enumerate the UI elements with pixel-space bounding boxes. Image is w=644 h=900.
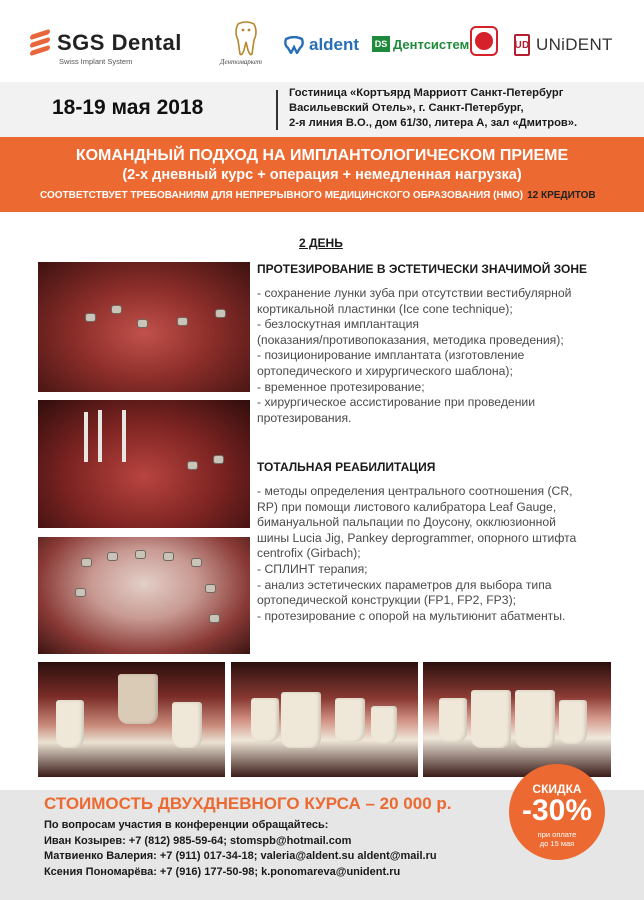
- nmo-text: СООТВЕТСТВУЕТ ТРЕБОВАНИЯМ ДЛЯ НЕПРЕРЫВНОГО МЕДИЦИНСКОГО ОБРАЗОВАНИЯ (НМО): [40, 190, 524, 201]
- credits: 12 КРЕДИТОВ: [527, 190, 596, 201]
- venue-line: Гостиница «Кортъярд Марриотт Санкт-Петербург: [289, 87, 564, 99]
- discount-note: при оплате до 15 мая: [537, 830, 577, 848]
- emblem-icon: [475, 32, 493, 50]
- venue-address: [289, 86, 577, 131]
- sgs-name: SGS Dental: [57, 30, 182, 55]
- contact-line: Матвиенко Валерия: +7 (911) 017-34-18; valeria@aldent.su aldent@mail.ru: [44, 850, 437, 862]
- sgs-mark-icon: [30, 30, 52, 60]
- venue-line: Васильевский Отель», г. Санкт-Петербург,: [289, 102, 524, 114]
- aldent-tooth-icon: [284, 36, 304, 54]
- clinical-photo-healed: [38, 537, 250, 654]
- event-info-band: [0, 82, 644, 137]
- dentsystem-logo: [372, 36, 469, 52]
- course-title: КОМАНДНЫЙ ПОДХОД НА ИМПЛАНТОЛОГИЧЕСКОМ ПРИЕМЕ: [75, 147, 569, 164]
- course-subtitle: (2-х дневный курс + операция + немедленная нагрузка): [122, 167, 522, 183]
- course-price: СТОИМОСТЬ ДВУХДНЕВНОГО КУРСА – 20 000 р.: [44, 794, 452, 813]
- clinical-photo-provisional: [231, 662, 418, 777]
- section-heading: ПРОТЕЗИРОВАНИЕ В ЭСТЕТИЧЕСКИ ЗНАЧИМОЙ ЗОНЕ: [257, 262, 588, 276]
- discount-label: СКИДКА: [532, 782, 582, 796]
- discount-value: -30%: [521, 794, 593, 827]
- sgs-tagline: Swiss Implant System: [59, 57, 133, 66]
- contact-line: Ксения Пономарёва: +7 (916) 177-50-98; k.ponomareva@unident.ru: [44, 865, 401, 878]
- logo-bar: [0, 0, 644, 82]
- day-label: 2 ДЕНЬ: [299, 236, 343, 250]
- ds-mark: DS: [372, 36, 390, 52]
- nmo-note: [40, 190, 596, 201]
- dentsystem-name: Дентсистем: [393, 36, 470, 52]
- venue-line: 2-я линия В.О., дом 61/30, литера А, зал «Дмитров».: [289, 117, 578, 129]
- contact-line: Иван Козырев: +7 (812) 985-59-64; stomspb@hotmail.com: [44, 834, 352, 847]
- divider: [276, 90, 278, 130]
- contacts-intro: По вопросам участия в конференции обращайтесь:: [44, 819, 329, 831]
- program-section-rehabilitation: [257, 460, 617, 624]
- unident-logo: [514, 34, 613, 56]
- program-section-aesthetic: [257, 262, 617, 426]
- red-emblem-logo: [470, 26, 498, 56]
- ud-mark: UD: [514, 34, 530, 56]
- aldent-logo: [284, 35, 359, 55]
- event-date: 18-19 мая 2018: [52, 96, 204, 119]
- unident-name: UNiDENT: [536, 35, 613, 54]
- section-text: - сохранение лунки зуба при отсутствии вестибулярной кортикальной пластинки (Ice cone technique); - безлоскутная имплантация (показания/противопоказания, методика проведения); - позиционирование имплантата (изготовление ортопедического и хирургического шаблона); - временное протезирование; - хирургическое ассистирование при проведении протезирования.: [257, 286, 572, 425]
- clinical-photo-implants: [38, 262, 250, 392]
- section-text: - методы определения центрального соотношения (CR, RP) при помощи листового калибратора Leaf Gauge, бимануальной пальпации по Доусону, окклюзионной шины Lucia Jig, Pankey deprogrammer, опорного штифта centrofix (Girbach); - СПЛИНТ терапия; - анализ эстетических параметров для выбора типа ортопедической конструкции (FP1, FP2, FP3); - протезирование с опорой на мультиюнит абатменты.: [257, 484, 577, 623]
- clinical-photo-surgery: [38, 400, 250, 528]
- section-heading: ТОТАЛЬНАЯ РЕАБИЛИТАЦИЯ: [257, 460, 436, 474]
- dentomarket-name: Дентомаркет: [220, 58, 262, 66]
- course-title-band: [0, 137, 644, 212]
- clinical-photo-before: [38, 662, 225, 777]
- contacts: [44, 818, 437, 880]
- tooth-icon: [234, 20, 258, 56]
- clinical-photo-final: [423, 662, 611, 777]
- aldent-name: aldent: [309, 35, 360, 54]
- discount-badge: [509, 764, 605, 860]
- dentomarket-logo: [220, 20, 272, 74]
